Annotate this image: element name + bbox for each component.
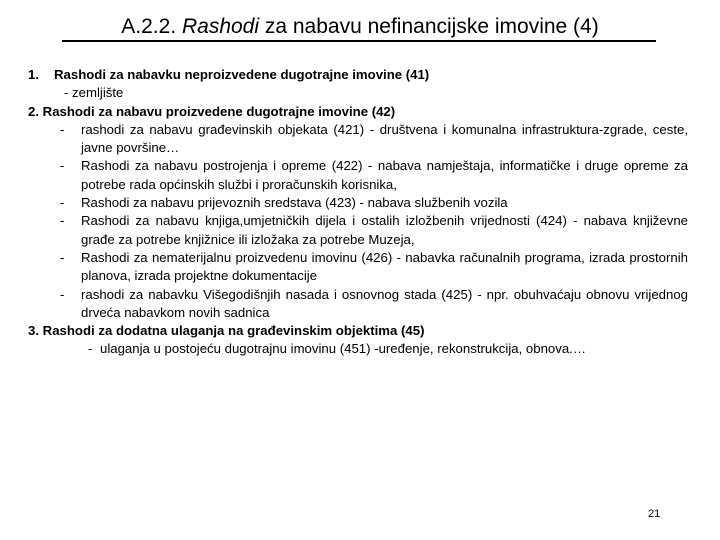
item-2-bullet: - Rashodi za nabavu prijevoznih sredstava (423) - nabava službenih vozila	[60, 195, 508, 211]
title-prefix: A.2.2.	[121, 15, 182, 38]
item-3-heading: 3. Rashodi za dodatna ulaganja na građevinskim objektima (45)	[28, 323, 425, 339]
item-2-bullet: - rashodi za nabavku Višegodišnjih nasada i osnovnog stada (425) - npr. obuhvaćaju obnovu vrijednog drveća nabavkom novih sadnica	[60, 286, 688, 320]
item-2-bullet: - Rashodi za nabavu postrojenja i opreme (422) - nabava namještaja, informatičke i druge opreme za potrebe rada općinskih službi i proračunskih korisnika,	[60, 158, 688, 192]
item-1-heading: 1. Rashodi za nabavku neproizvedene dugotrajne imovine (41)	[28, 67, 430, 82]
item-1-sub: - zemljište	[64, 85, 124, 101]
item-2-bullet: - Rashodi za nematerijalnu proizvedenu imovinu (426) - nabavka računalnih programa, izrada prostornih planova, izrada projektne dokumentacije	[60, 249, 688, 284]
title-underline	[62, 40, 656, 42]
slide-title	[0, 14, 720, 40]
page-number: 21	[648, 508, 661, 520]
title-rest: za nabavu nefinancijske imovine (4)	[259, 15, 599, 38]
item-2-bullet: - rashodi za nabavu građevinskih objekata (421) - društvena i komunalna infrastruktura-zgrade, ceste, javne površine…	[60, 121, 688, 156]
item-2-heading: 2. Rashodi za nabavu proizvedene dugotrajne imovine (42)	[28, 103, 396, 119]
slide-body	[28, 66, 688, 359]
title-italic-word: Rashodi	[181, 15, 260, 38]
item-2-bullet: - Rashodi za nabavu knjiga,umjetničkih dijela i ostalih izložbenih vrijednosti (424) - nabava književne građe za potrebe knjižnice ili izložaka za potrebe Muzeja,	[60, 213, 688, 247]
item-3-bullet: - ulaganja u postojeću dugotrajnu imovinu (451) -uređenje, rekonstrukcija, obnova.…	[88, 341, 587, 357]
